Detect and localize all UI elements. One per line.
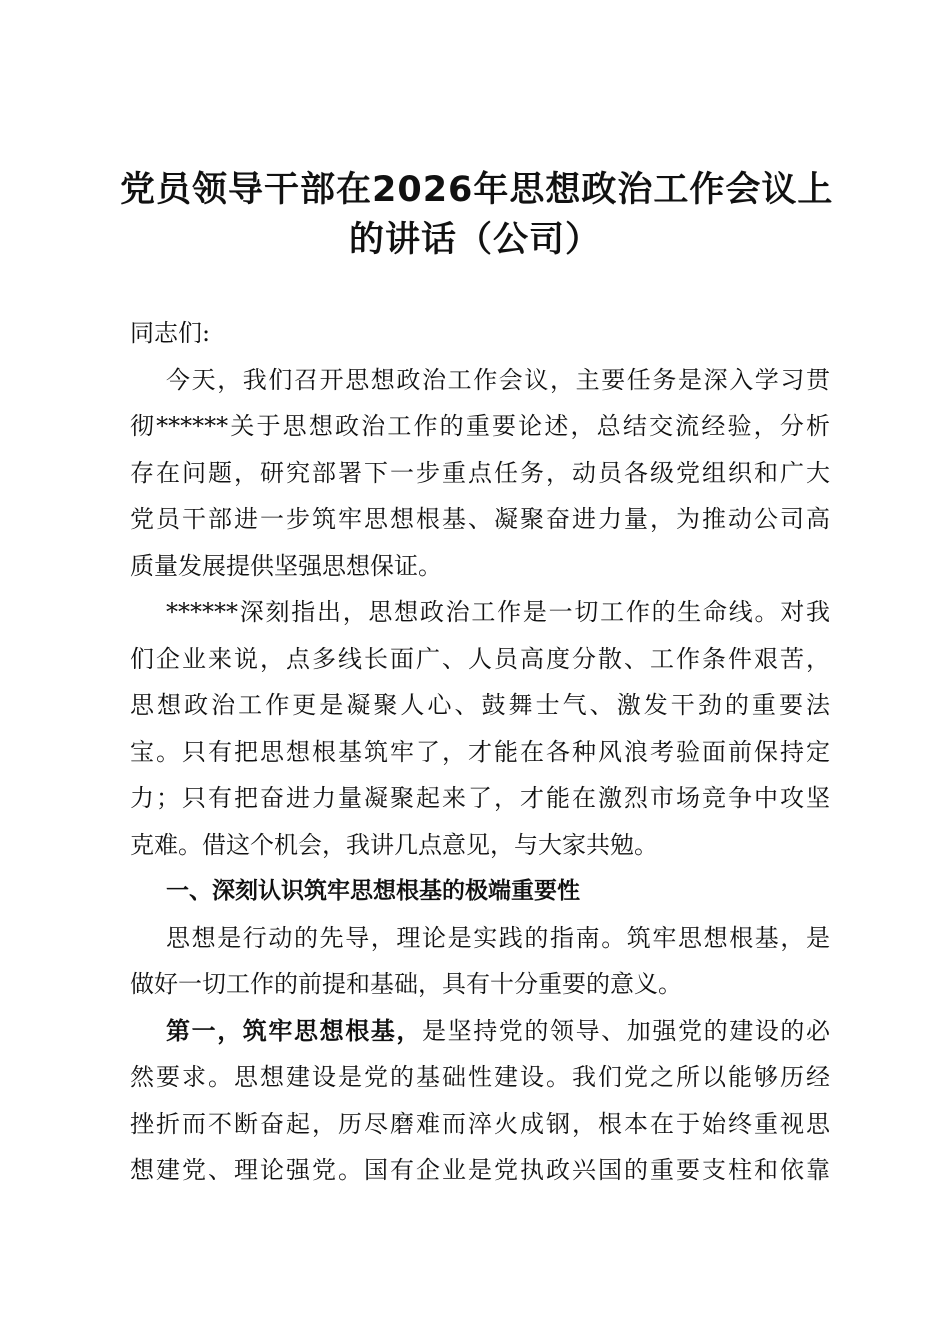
paragraph-line: 党员干部进一步筑牢思想根基、凝聚奋进力量，为推动公司高 [130, 505, 830, 533]
paragraph-line: 做好一切工作的前提和基础，具有十分重要的意义。 [130, 970, 682, 998]
paragraph-line: 然要求。思想建设是党的基础性建设。我们党之所以能够历经 [130, 1063, 830, 1091]
point-text: 是坚持党的领导、加强党的建设的必 [422, 1016, 830, 1045]
section-heading: 一、深刻认识筑牢思想根基的极端重要性 [166, 878, 580, 904]
paragraph-importance [130, 589, 830, 868]
paragraph-first-point [130, 1008, 830, 1194]
paragraph-line: 思想政治工作更是凝聚人心、鼓舞士气、激发干劲的重要法 [130, 691, 830, 719]
paragraph-line: 存在问题，研究部署下一步重点任务，动员各级党组织和广大 [130, 458, 830, 487]
document-title [120, 165, 834, 265]
paragraph-line: 彻******关于思想政治工作的重要论述，总结交流经验，分析 [130, 412, 830, 440]
paragraph-opening [130, 357, 830, 590]
title-line: 党员领导干部在2026年思想政治工作会议上 [120, 170, 834, 210]
paragraph-line: 想建党、理论强党。国有企业是党执政兴国的重要支柱和依靠 [130, 1156, 830, 1184]
salutation: 同志们: [130, 319, 211, 347]
paragraph-line [130, 1008, 830, 1055]
paragraph-line: 克难。借这个机会，我讲几点意见，与大家共勉。 [130, 830, 658, 859]
paragraph-guidance [130, 915, 830, 1008]
point-lead: 第一，筑牢思想根基， [166, 1015, 422, 1045]
paragraph-line: 思想是行动的先导，理论是实践的指南。筑牢思想根基，是 [166, 923, 830, 952]
paragraph-line: 今天，我们召开思想政治工作会议，主要任务是深入学习贯 [166, 365, 830, 394]
paragraph-line: ******深刻指出，思想政治工作是一切工作的生命线。对我 [166, 598, 830, 626]
title-line: 的讲话（公司） [348, 220, 601, 260]
paragraph-line: 挫折而不断奋起，历尽磨难而淬火成钢，根本在于始终重视思 [130, 1109, 830, 1138]
paragraph-line: 宝。只有把思想根基筑牢了，才能在各种风浪考验面前保持定 [130, 737, 830, 766]
paragraph-line: 力；只有把奋进力量凝聚起来了，才能在激烈市场竞争中攻坚 [130, 784, 830, 812]
paragraph-line: 们企业来说，点多线长面广、人员高度分散、工作条件艰苦， [130, 644, 830, 673]
document-body [130, 310, 830, 1194]
paragraph-line: 质量发展提供坚强思想保证。 [130, 551, 442, 580]
